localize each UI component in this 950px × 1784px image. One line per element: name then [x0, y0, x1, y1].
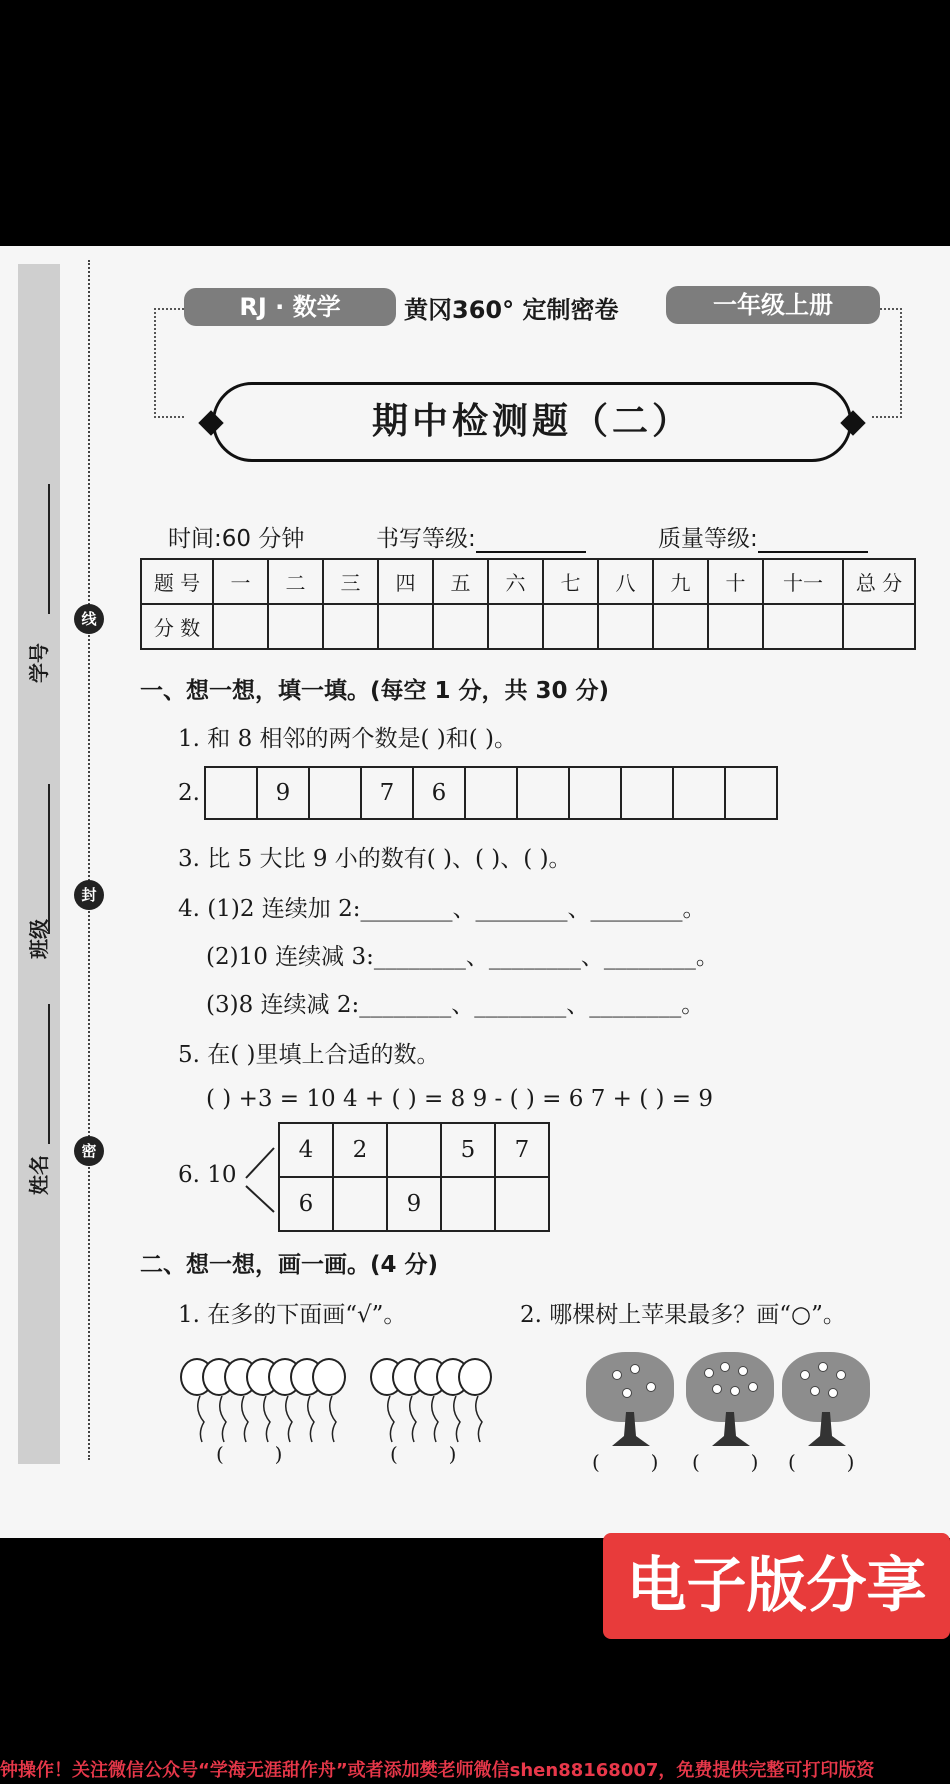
score-cell[interactable]: [433, 604, 488, 649]
question-2-2: 2. 哪棵树上苹果最多？画“○”。: [520, 1302, 846, 1328]
score-col: 十: [708, 559, 763, 604]
question-1-5: 5. 在( )里填上合适的数。: [178, 1042, 440, 1068]
apple: [818, 1362, 828, 1372]
sequence-box[interactable]: [724, 766, 778, 820]
score-header-label: 题 号: [141, 559, 213, 604]
sequence-box[interactable]: 7: [360, 766, 414, 820]
tree-trunk: [606, 1412, 656, 1452]
sequence-box[interactable]: 9: [256, 766, 310, 820]
binding-dashed-line: [88, 260, 90, 1460]
sequence-box[interactable]: [464, 766, 518, 820]
section-1-title: 一、想一想，填一填。(每空 1 分，共 30 分): [140, 678, 610, 704]
score-cell-total[interactable]: [843, 604, 915, 649]
apple: [800, 1370, 810, 1380]
sequence-box[interactable]: [516, 766, 570, 820]
class-label: 班级: [27, 919, 51, 959]
score-col: 十一: [763, 559, 843, 604]
answer-paren-balloons-b[interactable]: ( ): [390, 1442, 457, 1466]
number-sequence-boxes: [206, 766, 778, 820]
seal-line-mark: 线: [74, 604, 104, 634]
question-2-1: 1. 在多的下面画“√”。: [178, 1302, 407, 1328]
score-cell[interactable]: [653, 604, 708, 649]
question-1-4-2: (2)10 连续减 3:________、________、________。: [206, 944, 719, 970]
split-cell[interactable]: 4: [279, 1123, 333, 1177]
score-cell[interactable]: [763, 604, 843, 649]
split-cell[interactable]: [333, 1177, 387, 1231]
tree-trunk: [706, 1412, 756, 1452]
student-number-label: 学号: [27, 643, 51, 683]
sequence-box[interactable]: 6: [412, 766, 466, 820]
question-1-6-label: 6. 10: [178, 1162, 237, 1188]
score-col-total: 总 分: [843, 559, 915, 604]
question-1-2-label: 2.: [178, 780, 200, 806]
apple: [646, 1382, 656, 1392]
score-col: 九: [653, 559, 708, 604]
quality-grade-blank[interactable]: [758, 529, 868, 553]
writing-grade-label: 书写等级:: [376, 526, 476, 552]
exam-paper: [0, 246, 950, 1538]
score-col: 二: [268, 559, 323, 604]
balloon: [458, 1358, 492, 1396]
scrolling-ticker: 钟操作！关注微信公众号“学海无涯甜作舟”或者添加樊老师微信shen88168007，免费提供完整可打印版资: [0, 1760, 875, 1781]
question-1-4-3: (3)8 连续减 2:________、________、________。: [206, 992, 705, 1018]
score-col: 八: [598, 559, 653, 604]
question-1-5-items: ( ) +3 = 10 4 + ( ) = 8 9 - ( ) = 6 7 + ( ) = 9: [206, 1086, 713, 1112]
split-row-top: [279, 1123, 549, 1177]
split-cell[interactable]: 9: [387, 1177, 441, 1231]
apple: [748, 1382, 758, 1392]
writing-grade: [376, 520, 586, 553]
score-cell[interactable]: [213, 604, 268, 649]
score-value-label: 分 数: [141, 604, 213, 649]
score-col: 五: [433, 559, 488, 604]
answer-paren-tree-2[interactable]: ( ): [692, 1450, 759, 1474]
split-row-bottom: [279, 1177, 549, 1231]
apple: [720, 1362, 730, 1372]
apple: [712, 1384, 722, 1394]
subject-badge: RJ · 数学: [184, 288, 396, 326]
header-frame-right: [872, 308, 902, 418]
name-label: 姓名: [27, 1155, 51, 1195]
apple: [704, 1368, 714, 1378]
score-cell[interactable]: [543, 604, 598, 649]
seal-seal-mark: 封: [74, 880, 104, 910]
header-frame-left: [154, 308, 184, 418]
score-col: 七: [543, 559, 598, 604]
balloon: [312, 1358, 346, 1396]
answer-paren-balloons-a[interactable]: ( ): [216, 1442, 283, 1466]
split-cell[interactable]: 5: [441, 1123, 495, 1177]
digital-share-banner[interactable]: 电子版分享: [603, 1533, 950, 1639]
split-cell[interactable]: 7: [495, 1123, 549, 1177]
apple: [738, 1366, 748, 1376]
question-1-1: 1. 和 8 相邻的两个数是( )和( )。: [178, 726, 518, 752]
score-cell[interactable]: [268, 604, 323, 649]
score-table: [140, 558, 916, 650]
apple: [730, 1386, 740, 1396]
apple: [630, 1364, 640, 1374]
balloon-strings-b: [376, 1396, 500, 1446]
score-cell[interactable]: [598, 604, 653, 649]
grade-badge: 一年级上册: [666, 286, 880, 324]
sequence-box[interactable]: [620, 766, 674, 820]
page-title: 期中检测题（二）: [212, 382, 852, 462]
question-1-3: 3. 比 5 大比 9 小的数有( )、( )、( )。: [178, 846, 572, 872]
gutter-line-2: [48, 784, 50, 934]
gutter-line-3: [48, 1004, 50, 1144]
score-value-row: [141, 604, 915, 649]
binding-gutter: [18, 264, 60, 1464]
exam-time: 时间:60 分钟: [168, 526, 305, 552]
number-split-grid: [278, 1122, 550, 1232]
score-col: 一: [213, 559, 268, 604]
score-col: 四: [378, 559, 433, 604]
apple: [622, 1388, 632, 1398]
apple: [810, 1386, 820, 1396]
quality-grade-label: 质量等级:: [658, 526, 758, 552]
answer-paren-tree-3[interactable]: ( ): [788, 1450, 855, 1474]
apple: [612, 1370, 622, 1380]
score-cell[interactable]: [488, 604, 543, 649]
split-branch-lines: [244, 1142, 278, 1218]
split-cell[interactable]: 2: [333, 1123, 387, 1177]
score-header-row: [141, 559, 915, 604]
split-cell[interactable]: 6: [279, 1177, 333, 1231]
sequence-box[interactable]: [672, 766, 726, 820]
apple: [828, 1388, 838, 1398]
quality-grade: [658, 520, 868, 553]
score-cell[interactable]: [708, 604, 763, 649]
section-2-title: 二、想一想，画一画。(4 分): [140, 1252, 439, 1278]
split-cell[interactable]: [495, 1177, 549, 1231]
seal-secret-mark: 密: [74, 1136, 104, 1166]
answer-paren-tree-1[interactable]: ( ): [592, 1450, 659, 1474]
apple: [836, 1370, 846, 1380]
gutter-line-1: [48, 484, 50, 614]
score-col: 六: [488, 559, 543, 604]
sequence-box[interactable]: [308, 766, 362, 820]
tree-trunk: [802, 1412, 852, 1452]
score-cell[interactable]: [323, 604, 378, 649]
sequence-box[interactable]: [568, 766, 622, 820]
balloon-strings-a: [186, 1396, 356, 1446]
question-1-4-1: 4. (1)2 连续加 2:________、________、________。: [178, 896, 706, 922]
score-col: 三: [323, 559, 378, 604]
series-title: 黄冈360° 定制密卷: [404, 296, 619, 324]
sequence-box[interactable]: [204, 766, 258, 820]
score-cell[interactable]: [378, 604, 433, 649]
split-cell[interactable]: [387, 1123, 441, 1177]
split-cell[interactable]: [441, 1177, 495, 1231]
writing-grade-blank[interactable]: [476, 529, 586, 553]
